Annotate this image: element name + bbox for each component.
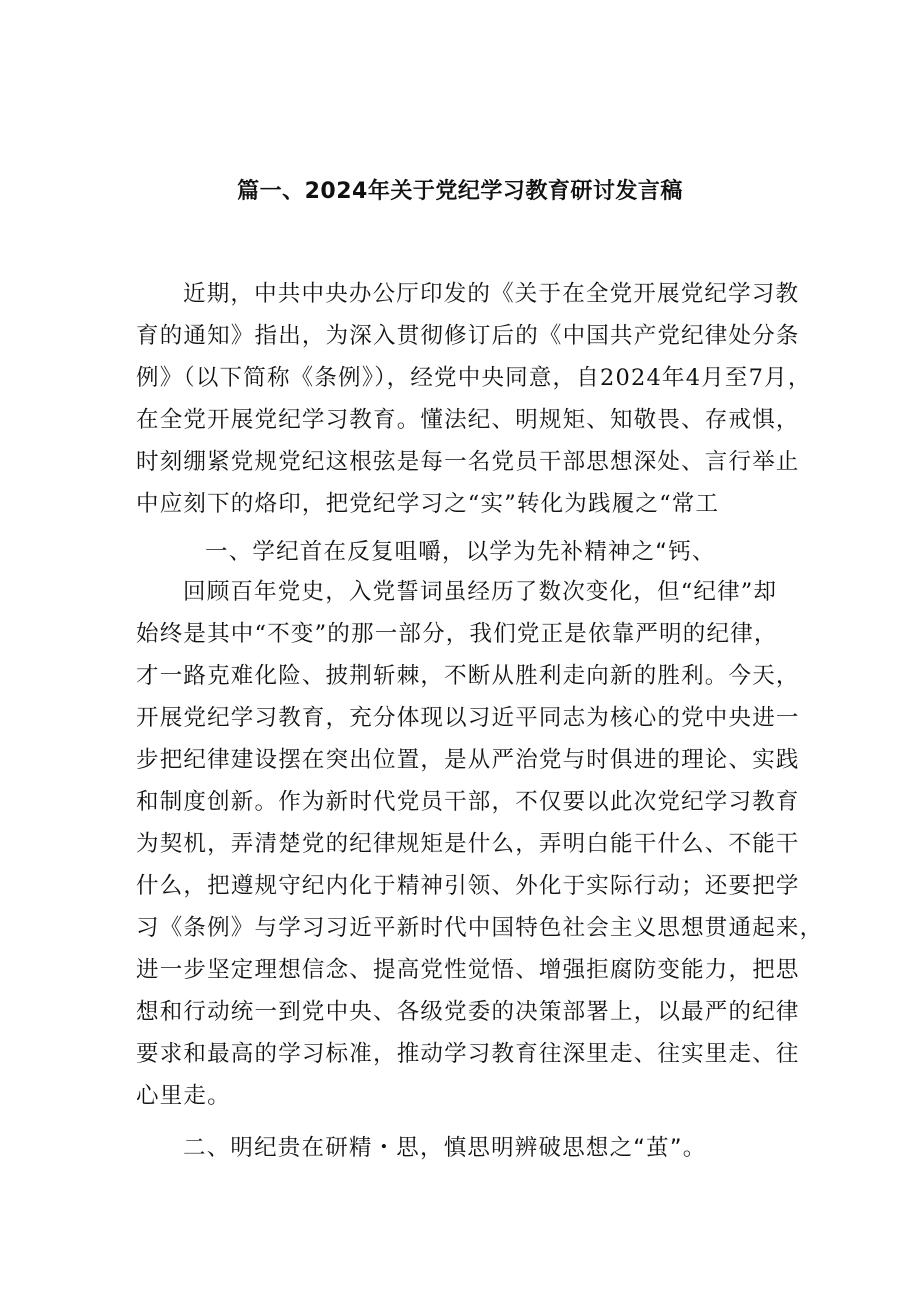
paragraph-line: 心里走。	[136, 1083, 231, 1109]
paragraph-line: 和制度创新。作为新时代党员干部，不仅要以此次党纪学习教育	[136, 789, 800, 815]
paragraph-line: 中应刻下的烙印，把党纪学习之“实”转化为践履之“常工	[136, 491, 720, 517]
paragraph-line: 步把纪律建设摆在突出位置，是从严治党与时俱进的理论、实践	[136, 747, 800, 773]
paragraph-line: 开展党纪学习教育，充分体现以习近平同志为核心的党中央进一	[136, 705, 800, 731]
paragraph-line: 才一路克难化险、披荆斩棘，不断从胜利走向新的胜利。今天，	[136, 663, 800, 689]
paragraph-line: 想和行动统一到党中央、各级党委的决策部署上，以最严的纪律	[136, 999, 800, 1025]
paragraph-line: 育的通知》指出，为深入贯彻修订后的《中国共产党纪律处分条	[136, 323, 800, 349]
paragraph-line: 进一步坚定理想信念、提高党性觉悟、增强拒腐防变能力，把思	[136, 957, 800, 983]
paragraph-line: 时刻绷紧党规党纪这根弦是每一名党员干部思想深处、言行举止	[136, 449, 800, 475]
section-heading: 一、学纪首在反复咀嚼，以学为先补精神之“钙、	[205, 539, 716, 565]
paragraph-line: 例》（以下简称《条例》），经党中央同意，自2024年4月至7月，	[136, 365, 812, 391]
paragraph-line: 什么，把遵规守纪内化于精神引领、外化于实际行动；还要把学	[136, 873, 800, 899]
paragraph-line: 近期，中共中央办公厅印发的《关于在全党开展党纪学习教	[183, 281, 800, 307]
paragraph-line: 始终是其中“不变”的那一部分，我们党正是依靠严明的纪律，	[136, 621, 778, 647]
document-title: 篇一、2024年关于党纪学习教育研讨发言稿	[237, 179, 683, 204]
paragraph-line: 回顾百年党史，入党誓词虽经历了数次变化，但“纪律”却	[183, 579, 778, 605]
paragraph-line: 在全党开展党纪学习教育。懂法纪、明规矩、知敬畏、存戒惧，	[136, 407, 800, 433]
section-heading: 二、明纪贵在研精・思，慎思明辨破思想之“茧”。	[183, 1135, 707, 1161]
paragraph-line: 习《条例》与学习习近平新时代中国特色社会主义思想贯通起来，	[136, 915, 824, 941]
paragraph-line: 要求和最高的学习标准，推动学习教育往深里走、往实里走、往	[136, 1041, 800, 1067]
paragraph-line: 为契机，弄清楚党的纪律规矩是什么，弄明白能干什么、不能干	[136, 831, 800, 857]
